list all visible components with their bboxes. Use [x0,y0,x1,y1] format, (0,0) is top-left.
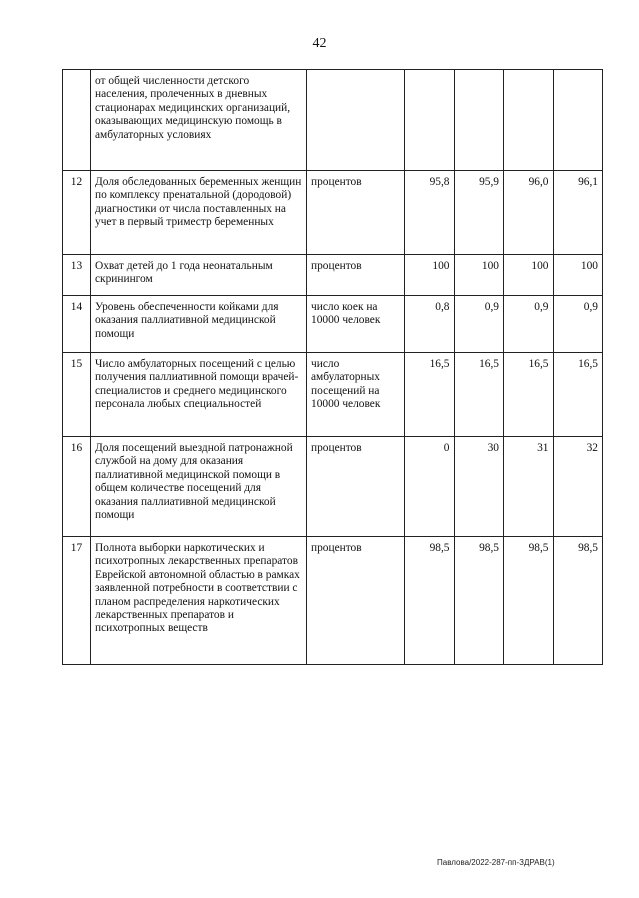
table-row [63,296,603,353]
value-cell: 98,5 [405,537,455,665]
value-cell: 95,8 [405,171,455,255]
page-number: 42 [312,36,327,51]
value-cell [405,70,455,171]
value-cell: 100 [454,255,504,296]
value-cell [454,70,504,171]
value-cell: 95,9 [454,171,504,255]
indicator-name: от общей численности детского населения, пролеченных в дневных стационарах медицинских организаций, оказывающих медицинскую помощь в амбулаторных условиях [91,70,307,171]
value-cell: 0,9 [553,296,603,353]
table-row [63,437,603,537]
indicator-name: Доля посещений выездной патронажной службой на дому для оказания паллиативной медицинской помощи в общем количестве посещений для оказания паллиативной медицинской помощи [91,437,307,537]
unit [307,70,405,171]
value-cell: 32 [553,437,603,537]
value-cell: 31 [504,437,554,537]
value-cell: 98,5 [454,537,504,665]
document-reference: Павлова/2022-287-пп-ЗДРАВ(1) [437,858,555,867]
row-number: 13 [63,255,91,296]
table-row [63,353,603,437]
value-cell: 30 [454,437,504,537]
unit: процентов [307,255,405,296]
value-cell: 0,8 [405,296,455,353]
table-row [63,537,603,665]
unit: процентов [307,171,405,255]
indicator-name: Число амбулаторных посещений с целью получения паллиативной помощи врачей-специалистов и среднего медицинского персонала любых специальностей [91,353,307,437]
indicator-name: Доля обследованных беременных женщин по комплексу пренатальной (дородовой) диагностики от числа поставленных на учет в первый триместр беременных [91,171,307,255]
row-number: 16 [63,437,91,537]
indicators-table [62,69,603,665]
table-row [63,255,603,296]
value-cell: 96,0 [504,171,554,255]
value-cell: 0,9 [504,296,554,353]
value-cell: 98,5 [504,537,554,665]
value-cell: 0,9 [454,296,504,353]
value-cell: 100 [553,255,603,296]
value-cell: 16,5 [504,353,554,437]
table-row [63,171,603,255]
row-number: 17 [63,537,91,665]
unit: число коек на 10000 человек [307,296,405,353]
unit: процентов [307,437,405,537]
value-cell: 16,5 [405,353,455,437]
value-cell [504,70,554,171]
table-row [63,70,603,171]
row-number [63,70,91,171]
unit: число амбулаторных посещений на 10000 человек [307,353,405,437]
value-cell: 16,5 [454,353,504,437]
row-number: 12 [63,171,91,255]
indicator-name: Охват детей до 1 года неонатальным скринингом [91,255,307,296]
row-number: 15 [63,353,91,437]
value-cell: 0 [405,437,455,537]
value-cell: 98,5 [553,537,603,665]
indicator-name: Полнота выборки наркотических и психотропных лекарственных препаратов Еврейской автономной областью в рамках заявленной потребности в соответствии с планом распределения наркотических лекарственных препаратов и психотропных веществ [91,537,307,665]
value-cell [553,70,603,171]
indicator-name: Уровень обеспеченности койками для оказания паллиативной медицинской помощи [91,296,307,353]
value-cell: 16,5 [553,353,603,437]
value-cell: 96,1 [553,171,603,255]
unit: процентов [307,537,405,665]
row-number: 14 [63,296,91,353]
value-cell: 100 [405,255,455,296]
value-cell: 100 [504,255,554,296]
